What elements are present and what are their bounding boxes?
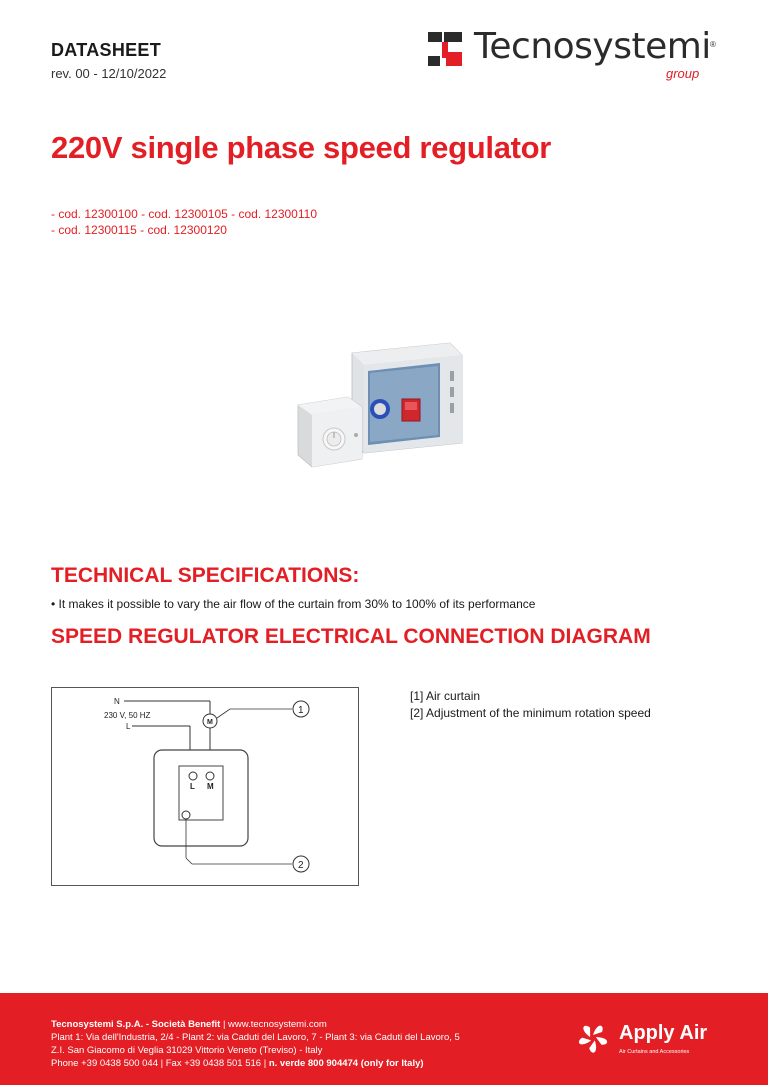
callout-1-label: 1 (298, 705, 304, 716)
technical-specifications-bullet: • It makes it possible to vary the air flow of the curtain from 30% to 100% of its performance (51, 597, 536, 611)
legend-item: [2] Adjustment of the minimum rotation speed (410, 706, 651, 720)
min-speed-trimmer (182, 811, 190, 819)
logo-wordmark: Tecnosystemi (474, 26, 711, 67)
company-plants: Plant 1: Via dell'Industria, 2/4 - Plant 2: via Caduti del Lavoro, 7 - Plant 3: via Caduti del Lavoro, 5 (51, 1032, 460, 1043)
logo-registered-mark: ® (710, 40, 716, 49)
terminal-m-label: M (207, 782, 214, 791)
company-toll-free: n. verde 800 904474 (only for Italy) (268, 1058, 424, 1069)
diagram-n-label: N (114, 697, 120, 706)
product-codes (51, 206, 317, 238)
apply-air-name: Apply Air (619, 1022, 708, 1044)
callout-1-leader (217, 709, 230, 718)
terminal-l-screw (189, 772, 197, 780)
document-header (51, 40, 166, 81)
legend-item: [1] Air curtain (410, 689, 481, 703)
document-revision: rev. 00 - 12/10/2022 (51, 66, 167, 81)
diagram-l-label: L (126, 722, 131, 731)
diagram-supply-label: 230 V, 50 HZ (104, 711, 151, 720)
terminal-m-screw (206, 772, 214, 780)
company-name: Tecnosystemi S.p.A. - Società Benefit (51, 1019, 221, 1030)
callout-2-label: 2 (298, 860, 304, 871)
company-fax: Fax +39 0438 501 516 (165, 1058, 262, 1069)
company-website[interactable]: www.tecnosystemi.com (228, 1019, 327, 1030)
wiring-diagram (51, 687, 359, 886)
company-phone: Phone +39 0438 500 044 (51, 1058, 158, 1069)
motor-label: M (207, 719, 213, 726)
callout-2-leader-bend (186, 858, 192, 864)
technical-specifications-heading: TECHNICAL SPECIFICATIONS: (51, 564, 360, 587)
product-photo (290, 335, 470, 475)
apply-air-tagline: Air Curtains and Accessories (619, 1049, 690, 1055)
company-contact-info: Tecnosystemi S.p.A. - Società Benefit | www.tecnosystemi.com Plant 1: Via dell'Industria, 2/4 - Plant 2: via Caduti del Lavoro, 7 - Plant 3: via Caduti del Lavoro, 5 Z.I. San Giacomo di Veglia 31029 Vittorio Veneto (Treviso) - Italy Phone +39 0438 500 044 | Fax +39 0438 501 516 | n. verde 800 904474 (only for Italy) (51, 1019, 460, 1069)
terminal-l-label: L (190, 782, 195, 791)
tecnosystemi-logo (428, 28, 723, 84)
tecnosystemi-logo-icon (428, 32, 462, 66)
logo-group-label: group (666, 66, 700, 81)
fan-blades-icon (575, 1020, 611, 1056)
product-codes-line: - cod. 12300115 - cod. 12300120 (51, 223, 227, 237)
page-footer (0, 993, 768, 1085)
company-address: Z.I. San Giacomo di Veglia 31029 Vittorio Veneto (Treviso) - Italy (51, 1045, 323, 1056)
apply-air-logo (575, 1018, 725, 1062)
document-type: DATASHEET (51, 40, 162, 60)
diagram-legend (410, 688, 651, 722)
connection-diagram-heading: SPEED REGULATOR ELECTRICAL CONNECTION DIAGRAM (51, 625, 651, 648)
product-codes-line: - cod. 12300100 - cod. 12300105 - cod. 12300110 (51, 207, 317, 221)
page-title: 220V single phase speed regulator (51, 130, 552, 165)
wiring-diagram-drawing (52, 688, 358, 885)
